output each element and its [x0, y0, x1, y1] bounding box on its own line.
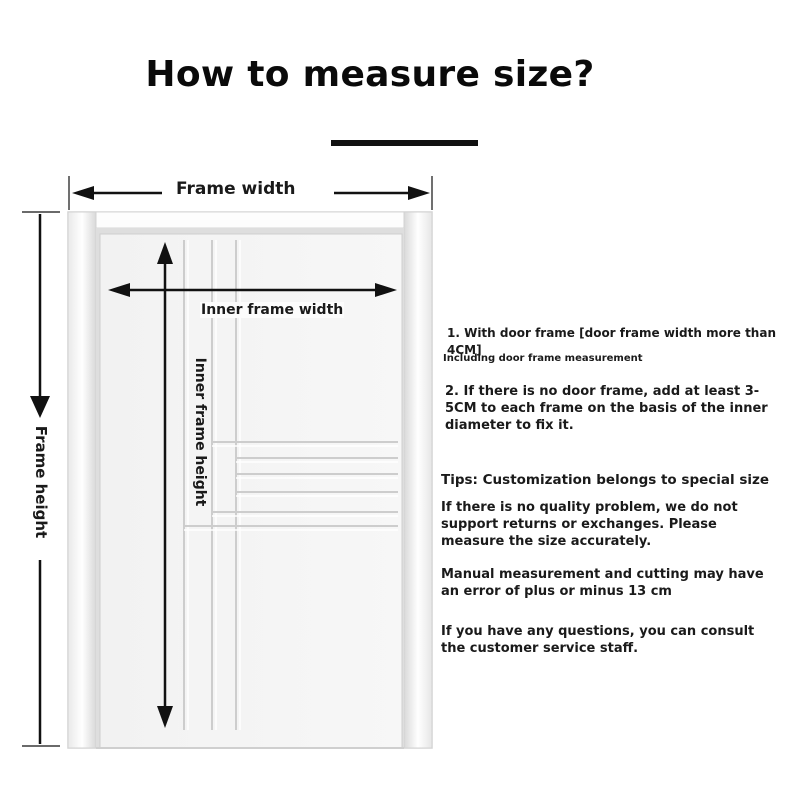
note-no-door-frame: 2. If there is no door frame, add at least 3-5CM to each frame on the basis of the inner diameter to fix it. — [445, 384, 768, 433]
note-including-frame: Including door frame measurement — [443, 353, 643, 364]
measurement-error-text: Manual measurement and cutting may have an error of plus or minus 13 cm — [441, 567, 764, 599]
tips-text: Tips: Customization belongs to special size — [441, 472, 770, 488]
returns-policy-text: If there is no quality problem, we do not support returns or exchanges. Please measure the size accurately. — [441, 500, 738, 549]
inner-frame-width-label: Inner frame width — [201, 302, 344, 318]
frame-width-label: Frame width — [176, 179, 296, 199]
note-with-door-frame: 1. With door frame [door frame width more than 4CM] — [447, 326, 776, 357]
page-title: How to measure size? — [145, 54, 595, 95]
inner-frame-height-label: Inner frame height — [192, 357, 208, 507]
customer-service-text: If you have any questions, you can consult the customer service staff. — [441, 624, 755, 656]
frame-height-label: Frame height — [32, 425, 50, 539]
